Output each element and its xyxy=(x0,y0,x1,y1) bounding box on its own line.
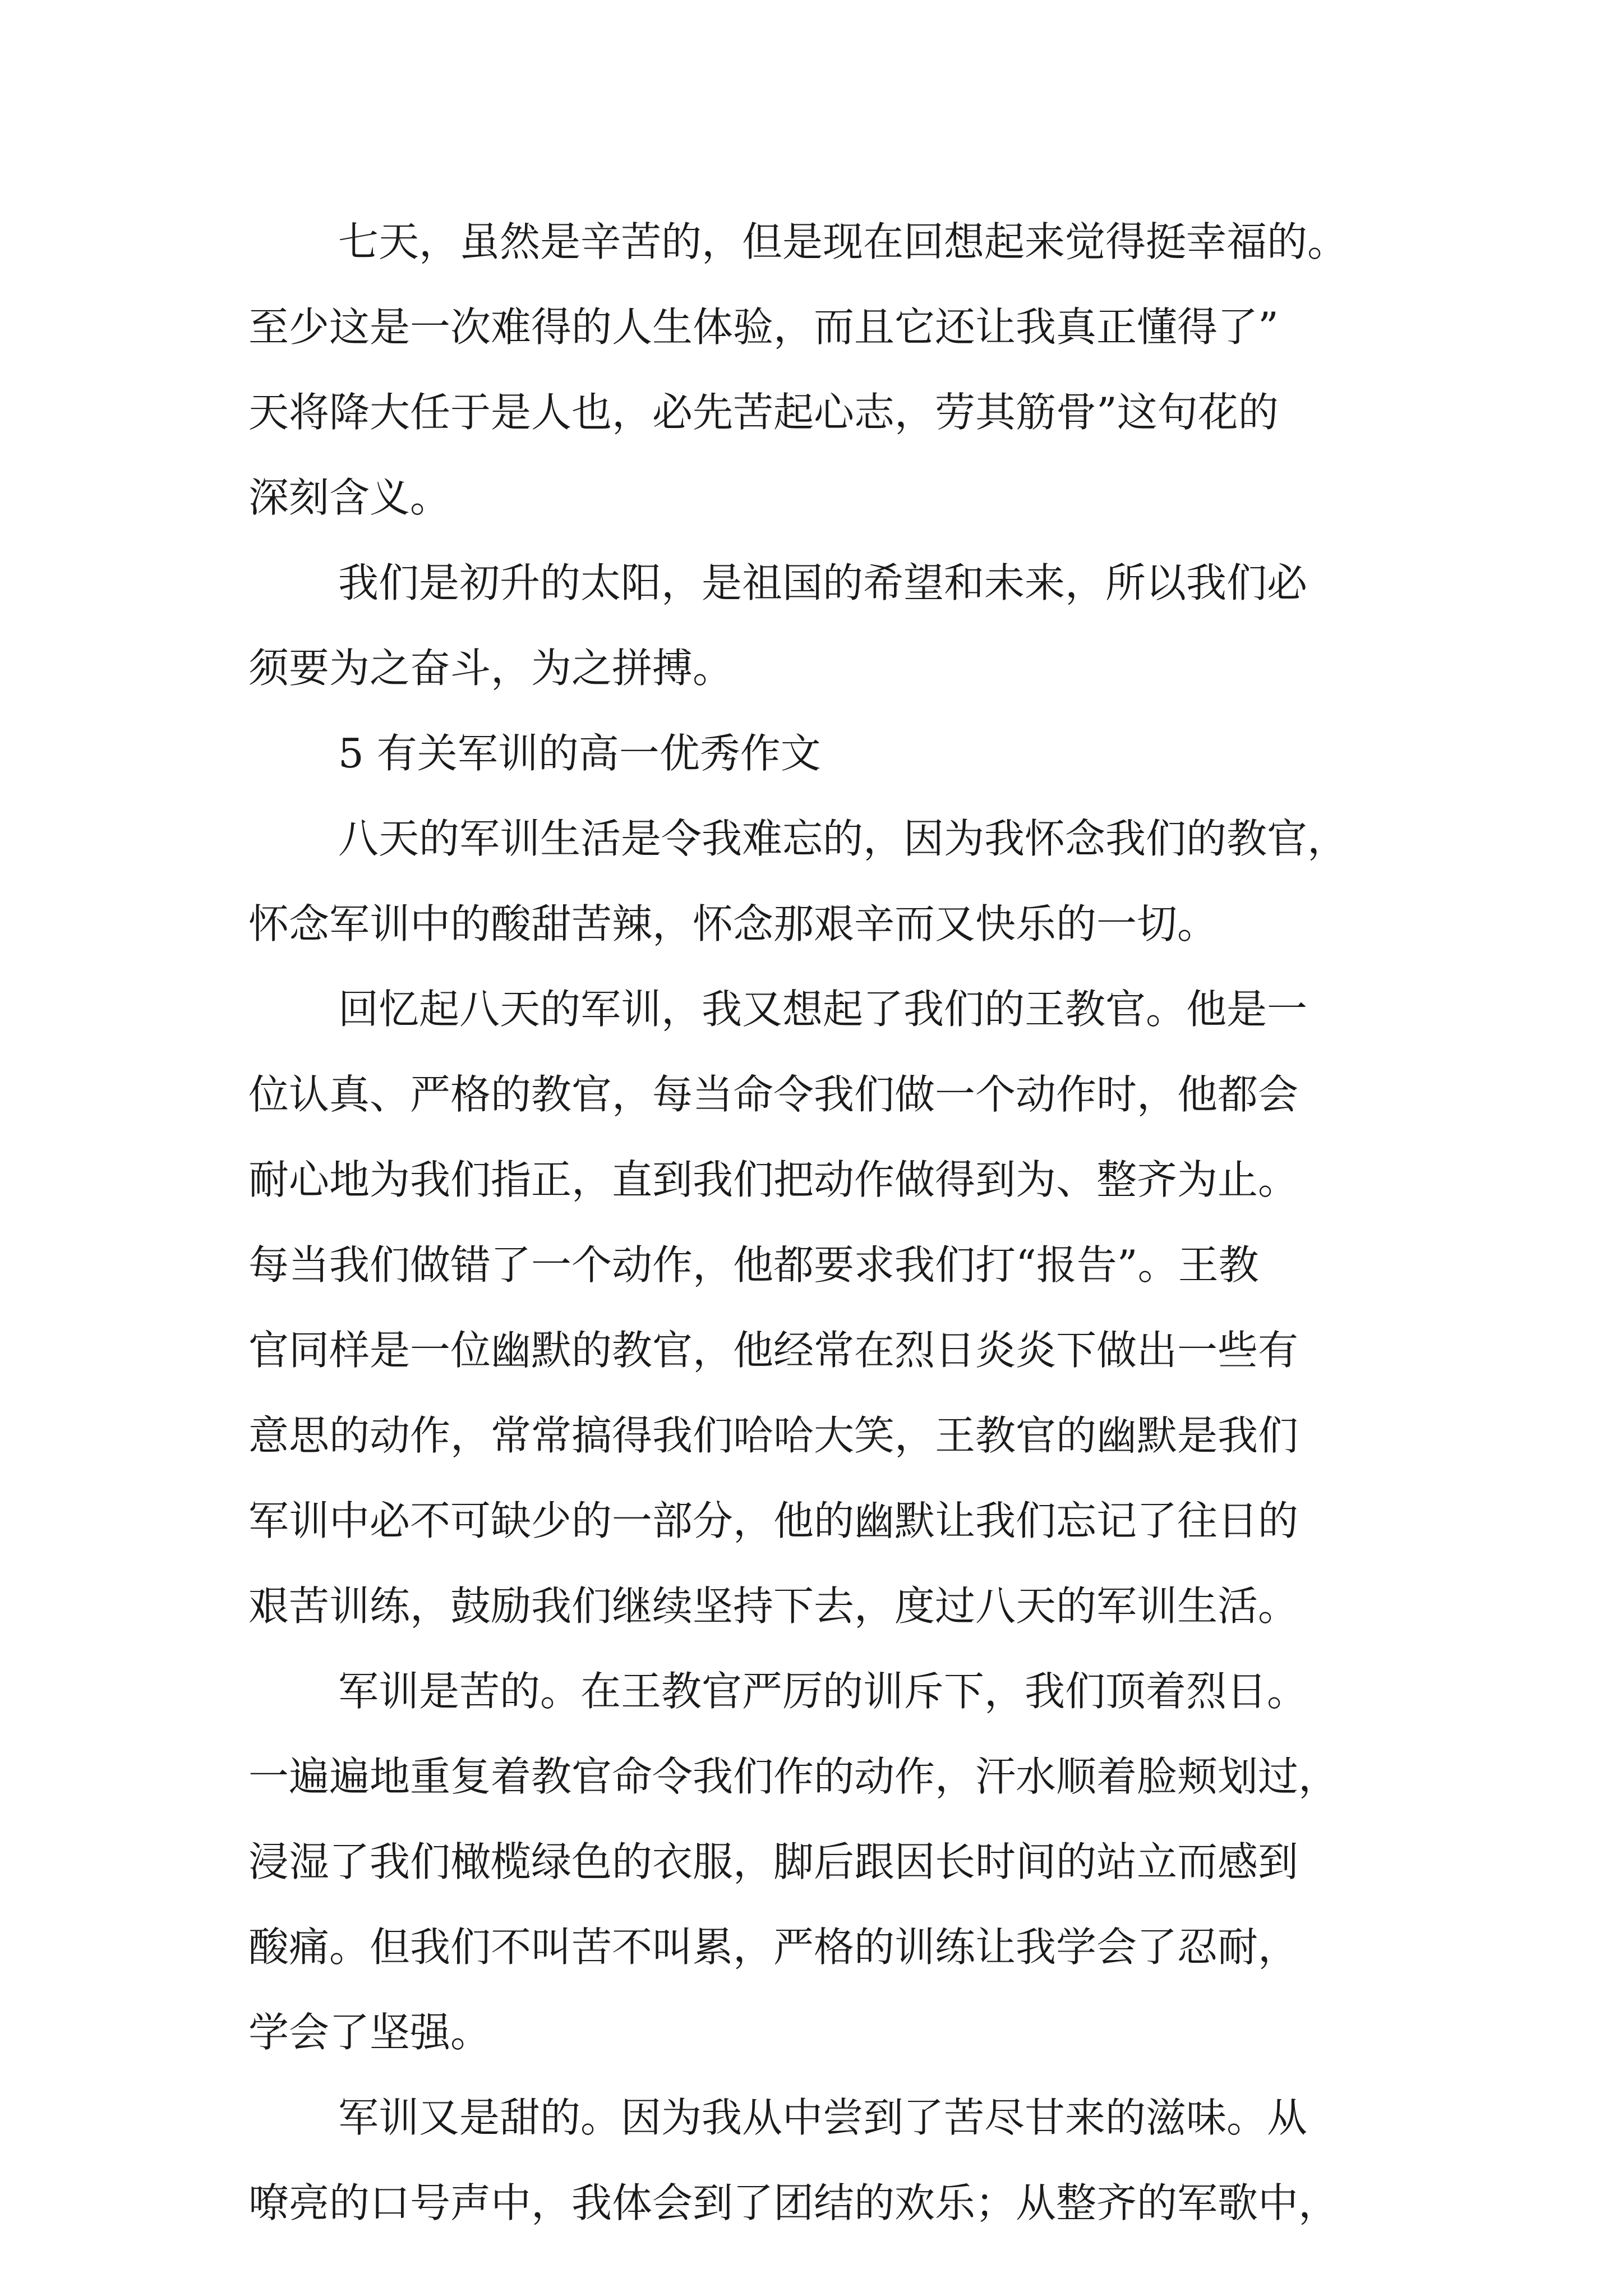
text-line: 八天的军训生活是令我难忘的，因为我怀念我们的教官， xyxy=(338,815,1348,862)
text-line: 军训中必不可缺少的一部分，他的幽默让我们忘记了往日的 xyxy=(248,1497,1299,1544)
text-line: 我们是初升的太阳，是祖国的希望和未来，所以我们必 xyxy=(338,559,1308,606)
text-line: 艰苦训练，鼓励我们继续坚持下去，度过八天的军训生活。 xyxy=(248,1582,1299,1630)
text-line: 学会了坚强。 xyxy=(248,2009,491,2056)
text-line: 回忆起八天的军训，我又想起了我们的王教官。他是一 xyxy=(338,986,1308,1033)
text-line: 官同样是一位幽默的教官，他经常在烈日炎炎下做出一些有 xyxy=(248,1327,1299,1374)
text-line: 一遍遍地重复着教官命令我们作的动作，汗水顺着脸颊划过， xyxy=(248,1753,1339,1800)
text-line: 须要为之奋斗，为之拼搏。 xyxy=(248,645,734,692)
section-heading: 5 有关军训的高一优秀作文 xyxy=(338,730,821,777)
text-line: 耐心地为我们指正，直到我们把动作做得到为、整齐为止。 xyxy=(248,1156,1299,1203)
text-line: 每当我们做错了一个动作，他都要求我们打“报告”。王教 xyxy=(248,1241,1259,1289)
text-line: 至少这是一次难得的人生体验，而且它还让我真正懂得了” xyxy=(248,303,1279,351)
text-line: 七天，虽然是辛苦的，但是现在回想起来觉得挺幸福的。 xyxy=(338,218,1348,265)
text-line: 天将降大任于是人也，必先苦起心志，劳其筋骨”这句花的 xyxy=(248,389,1279,436)
text-line: 浸湿了我们橄榄绿色的衣服，脚后跟因长时间的站立而感到 xyxy=(248,1838,1299,1885)
text-line: 军训又是甜的。因为我从中尝到了苦尽甘来的滋味。从 xyxy=(338,2094,1308,2141)
text-line: 怀念军训中的酸甜苦辣，怀念那艰辛而又快乐的一切。 xyxy=(248,900,1218,947)
text-line: 意思的动作，常常搞得我们哈哈大笑，王教官的幽默是我们 xyxy=(248,1412,1299,1459)
text-line: 深刻含义。 xyxy=(248,474,451,521)
text-line: 军训是苦的。在王教官严厉的训斥下，我们顶着烈日。 xyxy=(338,1668,1308,1715)
text-line: 酸痛。但我们不叫苦不叫累，严格的训练让我学会了忍耐， xyxy=(248,1924,1299,1971)
text-line: 位认真、严格的教官，每当命令我们做一个动作时，他都会 xyxy=(248,1071,1299,1118)
text-line: 嘹亮的口号声中，我体会到了团结的欢乐；从整齐的军歌中， xyxy=(248,2179,1339,2226)
